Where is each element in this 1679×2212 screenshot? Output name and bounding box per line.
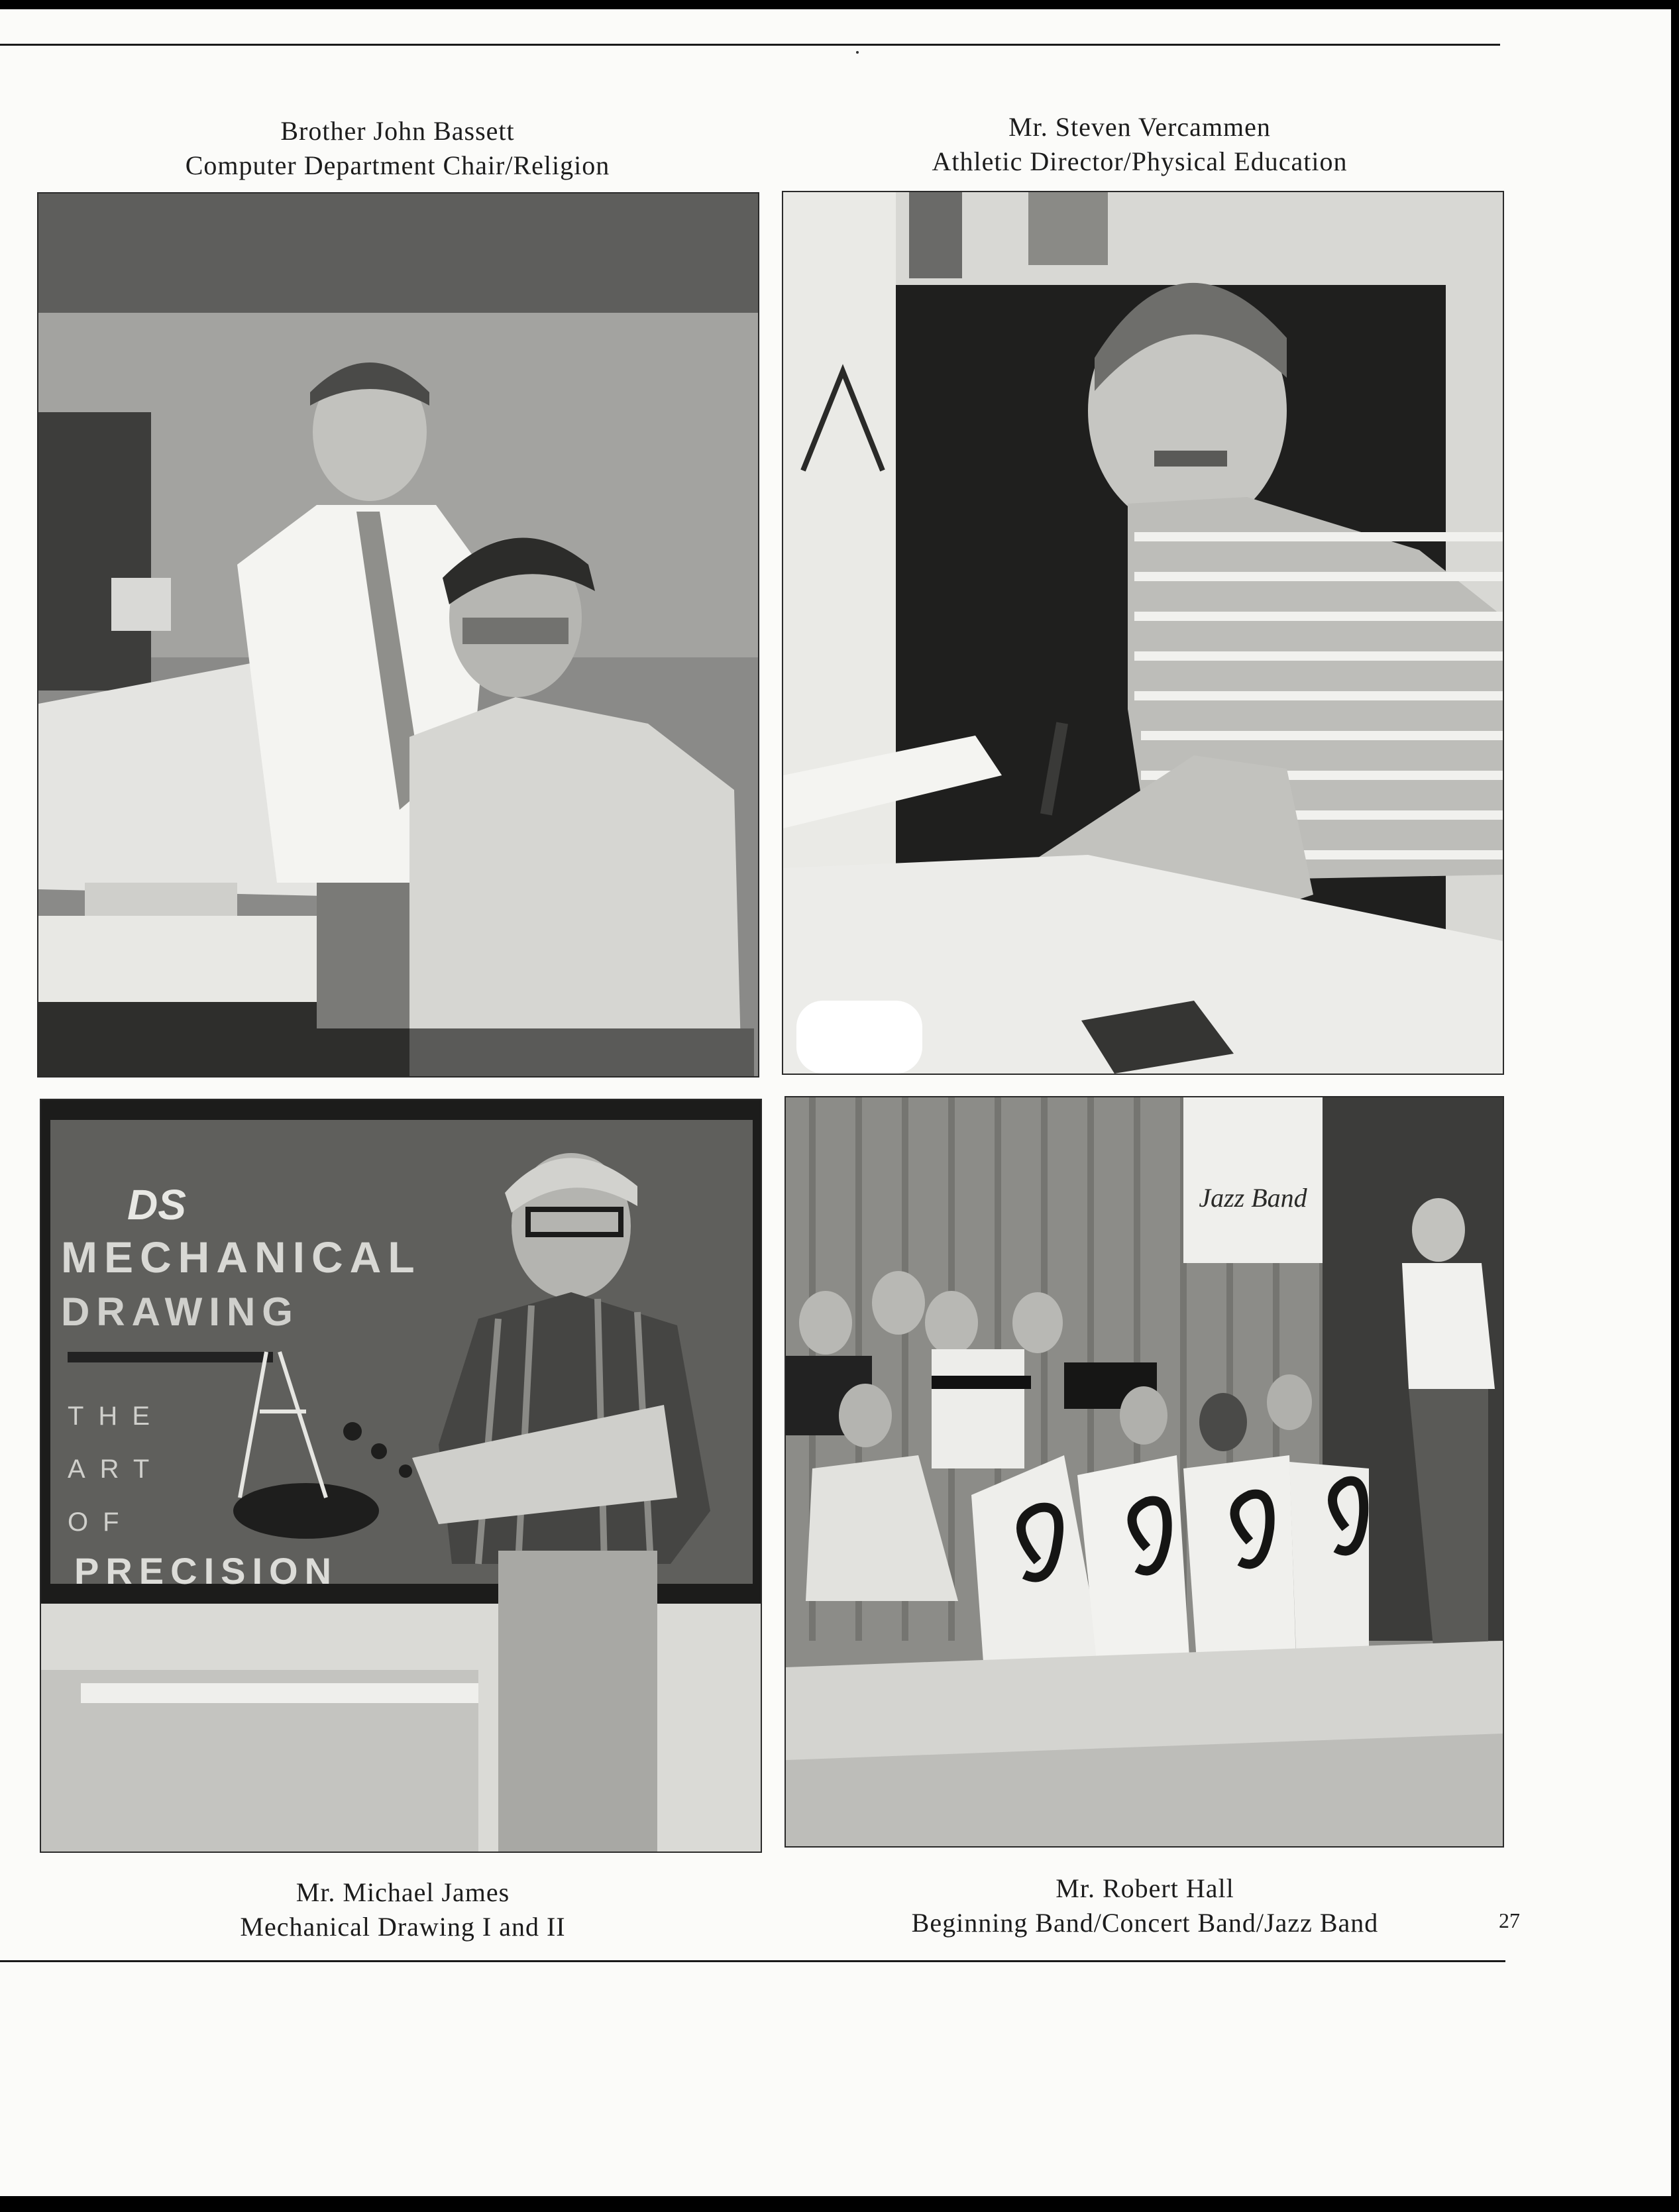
top-rule	[0, 44, 1500, 46]
caption-hall	[781, 1871, 1509, 1940]
caption-title: Mechanical Drawing I and II	[240, 1912, 566, 1942]
caption-name: Brother John Bassett	[280, 116, 515, 146]
photo-computer-lab-image	[38, 194, 758, 1076]
photo-james-mechanical-drawing	[41, 1100, 761, 1852]
caption-name: Mr. Michael James	[296, 1877, 510, 1907]
board-line-3: THE	[68, 1402, 164, 1431]
page-number: 27	[1499, 1908, 1520, 1932]
board-line-6: PRECISION	[74, 1550, 339, 1592]
caption-james	[38, 1875, 767, 1944]
photo-jazz-band-image	[786, 1097, 1503, 1846]
board-line-1: MECHANICAL	[61, 1233, 421, 1282]
photo-hall-jazz-band	[786, 1097, 1503, 1846]
caption-name: Mr. Steven Vercammen	[1008, 112, 1271, 142]
caption-vercammen	[775, 110, 1504, 179]
photo-vercammen-desk	[783, 192, 1503, 1074]
caption-title: Athletic Director/Physical Education	[932, 146, 1348, 176]
caption-title: Computer Department Chair/Religion	[185, 150, 610, 180]
bottom-rule	[0, 1960, 1505, 1962]
photo-desk-image	[783, 192, 1503, 1074]
board-logo: DS	[127, 1181, 186, 1229]
caption-name: Mr. Robert Hall	[1056, 1873, 1234, 1903]
caption-bassett	[33, 114, 762, 183]
board-line-2: DRAWING	[61, 1290, 299, 1334]
board-line-5: OF	[68, 1508, 134, 1537]
caption-title: Beginning Band/Concert Band/Jazz Band	[911, 1908, 1379, 1938]
board-line-4: ART	[68, 1455, 164, 1484]
photo-bassett-computer-lab	[38, 194, 758, 1076]
speck	[856, 51, 859, 54]
photo-mechanical-drawing-image	[41, 1100, 761, 1852]
yearbook-page	[0, 9, 1671, 2196]
banner-text: Jazz Band	[1199, 1183, 1307, 1213]
